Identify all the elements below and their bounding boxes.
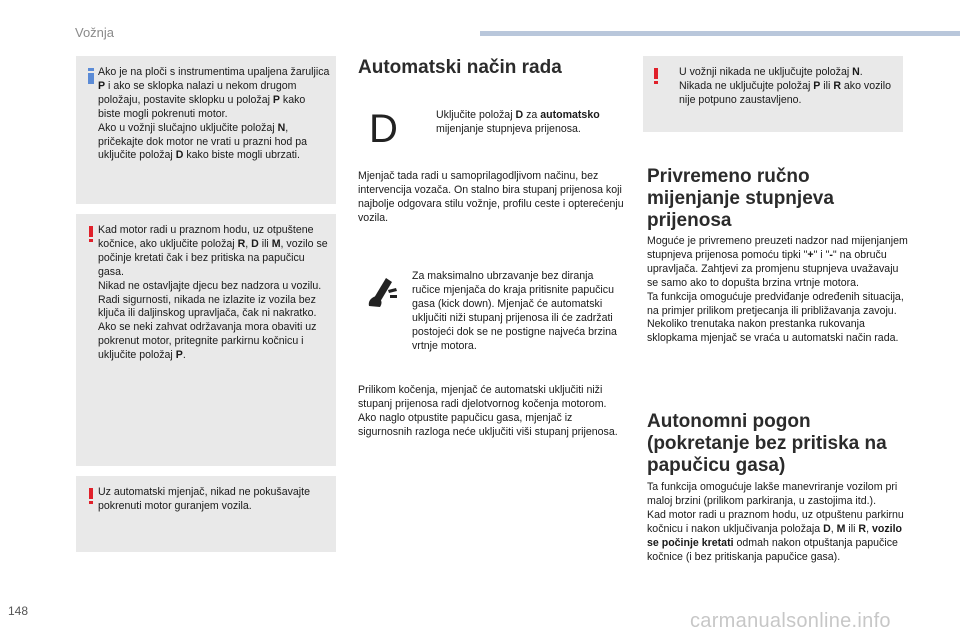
warning-box-neutral-text: U vožnji nikada ne uključujte položaj N. Nikada ne uključujte položaj P ili R ako vozilo nije potpuno zaustavljeno. — [679, 66, 892, 106]
page-number: 148 — [8, 604, 29, 618]
heading-automatic-mode: Automatski način rada — [358, 57, 562, 78]
info-box — [76, 56, 336, 204]
gear-d-symbol: D — [369, 107, 398, 151]
warning-box-idle-text: Kad motor radi u praznom hodu, uz otpuštene kočnice, ako uključite položaj R, D ili M, vozilo se počinje kretati čak i bez pritiska na papučicu gasa. Nikad ne ostavljajte djecu bez nadzora u vozilu. Radi sigurnosti, nikada ne izlazite iz vozila bez ključa ili daljinskog upravljača, čak ni nakratko. Ako se neki zahvat održavanja mora obaviti uz pokrenut motor, pritegnite parkirnu kočnicu i uključite položaj P. — [98, 224, 328, 362]
heading-autonomous-drive: Autonomni pogon (pokretanje bez pritiska na papučicu gasa) — [647, 411, 887, 476]
warning-box-push-start-text: Uz automatski mjenjač, nikad ne pokušavajte pokrenuti motor guranjem vozila. — [98, 486, 310, 512]
header-bar — [480, 31, 960, 36]
warning-icon — [86, 226, 96, 242]
paragraph-autonomous-drive: Ta funkcija omogućuje lakše manevriranje vozilom pri maloj brzini (prilikom parkiranja, u zastojima itd.). Kad motor radi u praznom hodu, uz otpuštenu parkirnu kočnicu i nakon uključivanja položaja D, M ili R, vozilo se počinje kretati odmah nakon otpuštanja papučice kočnice (i bez pritiskanja papučice gasa). — [647, 481, 904, 563]
warning-box-push-start — [76, 476, 336, 552]
info-icon — [86, 68, 96, 84]
warning-icon — [86, 488, 96, 504]
warning-box-neutral — [643, 56, 903, 132]
paragraph-adaptive-mode: Mjenjač tada radi u samoprilagodljivom načinu, bez intervencija vozača. On stalno bira stupanj prijenosa koji najbolje odgovara stilu vožnje, profilu ceste i opterećenju vozila. — [358, 170, 624, 224]
instruction-text: Uključite položaj D za automatsko mijenjanje stupnjeva prijenosa. — [436, 109, 600, 135]
warning-box-idle — [76, 214, 336, 466]
warning-icon — [651, 68, 661, 84]
section-title: Vožnja — [75, 25, 115, 40]
info-box-text: Ako je na ploči s instrumentima upaljena žaruljica P i ako se sklopka nalazi u nekom drugom položaju, postavite sklopku u položaj P kako biste mogli pokrenuti motor. Ako u vožnji slučajno uključite položaj N, pričekajte dok motor ne vrati u prazni hod pa uključite položaj D kako biste mogli ubrzati. — [98, 66, 330, 162]
kick-down-pedal-icon — [366, 276, 400, 310]
watermark: carmanualsonline.info — [690, 610, 891, 632]
paragraph-manual-shifting: Moguće je privremeno preuzeti nadzor nad mijenjanjem stupnjeva prijenosa pomoću tipki "+" i "-" na obruču upravljača. Zahtjevi za promjenu stupnjeva uvažavaju se samo ako to dopušta brzina vrtnje motora. Ta funkcija omogućuje predviđanje određenih situacija, na primjer prilikom pretjecanja ili približavanja zavoju. Nekoliko trenutaka nakon prestanka rukovanja sklopkama mjenjač se vraća u automatski način rada. — [647, 235, 908, 345]
paragraph-kick-down: Za maksimalno ubrzavanje bez diranja ručice mjenjača do kraja pritisnite papučicu gasa (kick down). Mjenjač će automatski uključiti niži stupanj prijenosa ili će zadržati postojeći dok se ne postigne najveća brzina vrtnje motora. — [412, 270, 617, 352]
paragraph-braking: Prilikom kočenja, mjenjač će automatski uključiti niži stupanj prijenosa radi djelotvornog kočenja motorom. Ako naglo otpustite papučicu gasa, mjenjač iz sigurnosnih razloga neće uključiti viši stupanj prijenosa. — [358, 384, 618, 438]
heading-manual-shifting: Privremeno ručno mijenjanje stupnjeva prijenosa — [647, 166, 834, 231]
